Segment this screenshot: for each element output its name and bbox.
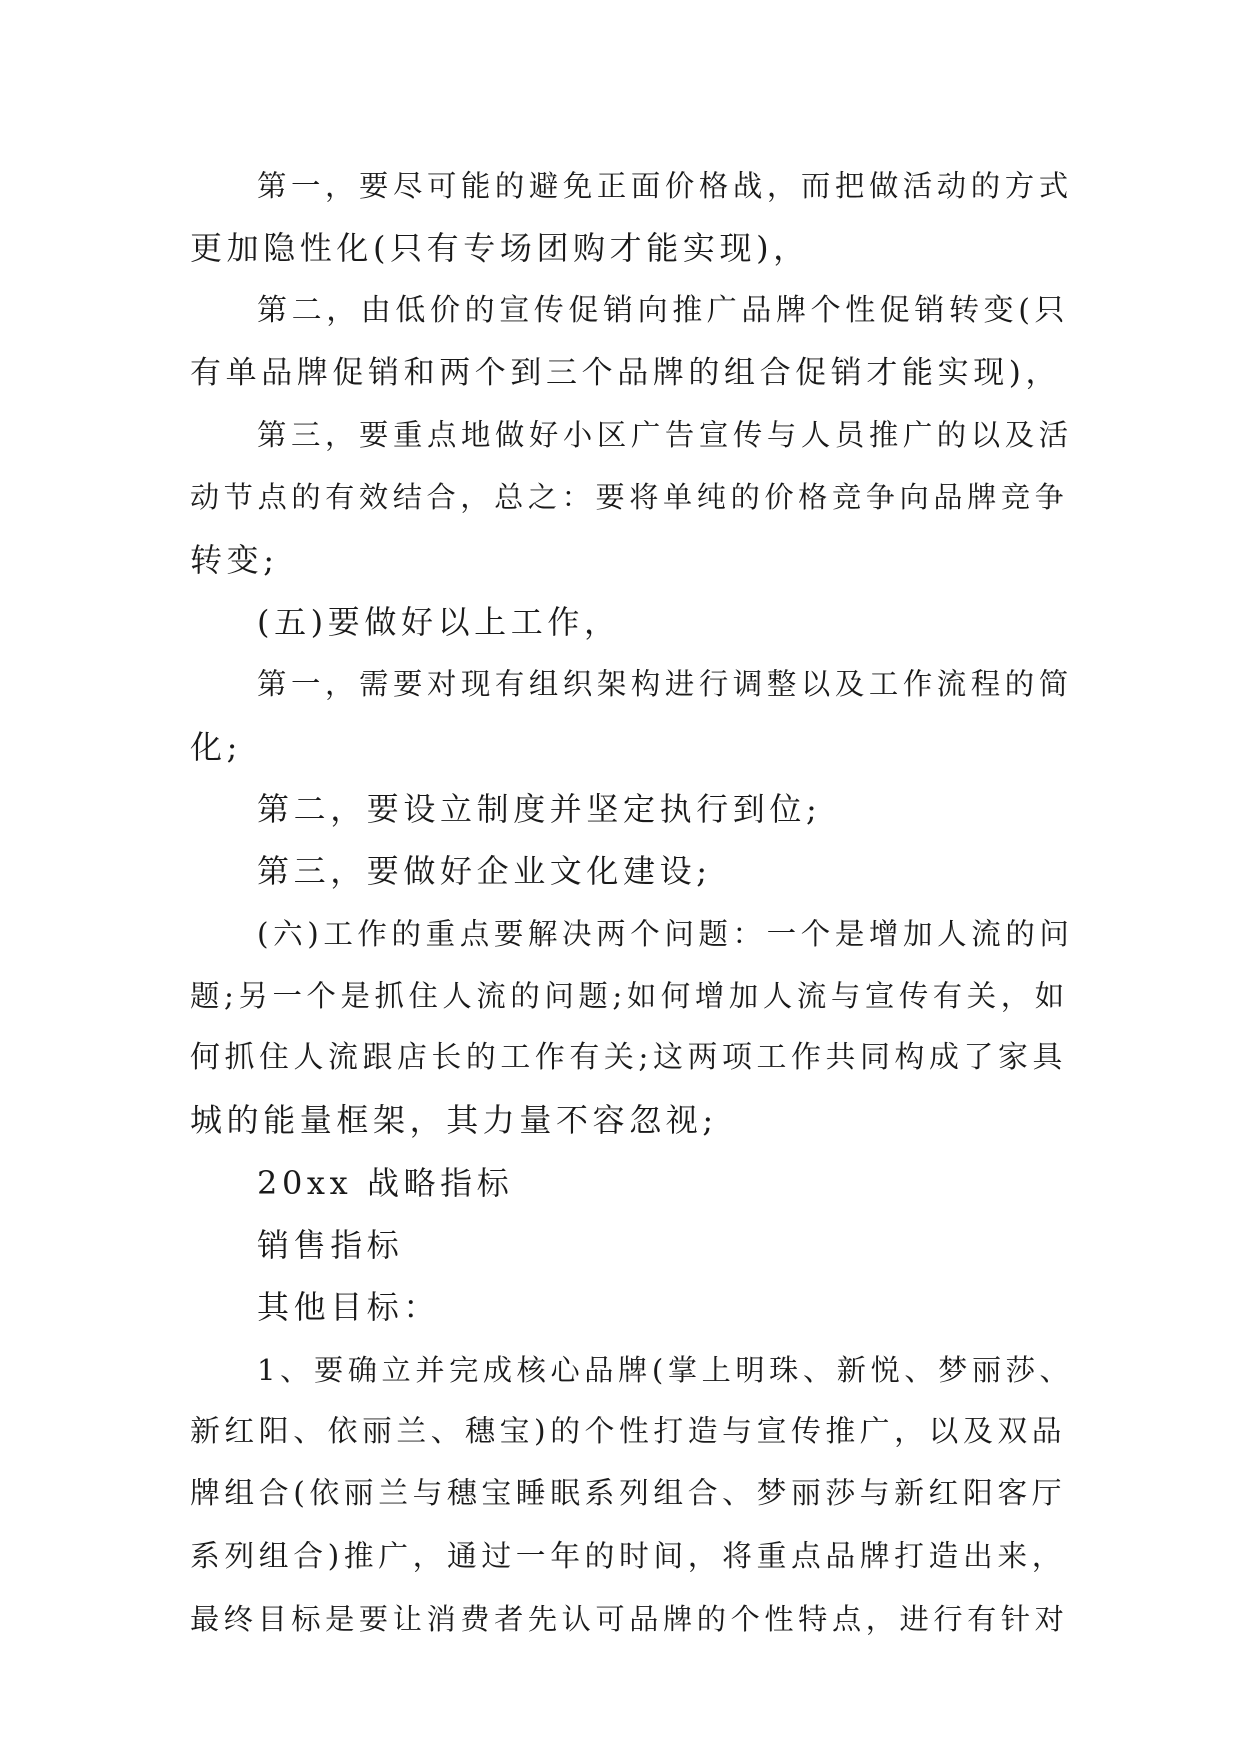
document-body xyxy=(190,155,1074,1650)
text-line: 最终目标是要让消费者先认可品牌的个性特点，进行有针对 xyxy=(190,1601,1069,1636)
text-line: 更加隐性化(只有专场团购才能实现)， xyxy=(190,229,810,268)
text-line: 题;另一个是抓住人流的问题;如何增加人流与宣传有关，如 xyxy=(190,978,1069,1013)
text-line: 第二，由低价的宣传促销向推广品牌个性促销转变(只 xyxy=(257,292,1070,328)
text-line: 第三，要做好企业文化建设; xyxy=(257,852,712,891)
text-line: 第二，要设立制度并坚定执行到位; xyxy=(257,789,822,828)
text-line: 第三，要重点地做好小区广告宣传与人员推广的以及活 xyxy=(257,418,1073,453)
text-line: 城的能量框架，其力量不容忽视; xyxy=(190,1101,718,1140)
text-line: 化; xyxy=(190,727,242,766)
text-line: 其他目标： xyxy=(257,1288,441,1327)
text-line: 转变; xyxy=(190,540,279,579)
text-line: 动节点的有效结合，总之：要将单纯的价格竞争向品牌竞争 xyxy=(190,480,1069,515)
text-line: 第一，要尽可能的避免正面价格战，而把做活动的方式 xyxy=(257,169,1073,203)
text-line: 20xx 战略指标 xyxy=(257,1163,514,1202)
text-line: 系列组合)推广，通过一年的时间，将重点品牌打造出来， xyxy=(190,1538,1067,1574)
text-line: 新红阳、依丽兰、穗宝)的个性打造与宣传推广，以及双品 xyxy=(190,1413,1067,1449)
text-line: 销售指标 xyxy=(257,1226,404,1265)
text-line: 有单品牌促销和两个到三个品牌的组合促销才能实现)， xyxy=(190,354,1062,391)
text-line: 何抓住人流跟店长的工作有关;这两项工作共同构成了家具 xyxy=(190,1040,1067,1076)
text-line: (五)要做好以上工作， xyxy=(257,603,621,642)
text-line: 牌组合(依丽兰与穗宝睡眠系列组合、梦丽莎与新红阳客厅 xyxy=(190,1476,1067,1512)
text-line: 1、要确立并完成核心品牌(掌上明珠、新悦、梦丽莎、 xyxy=(257,1352,1074,1387)
text-line: 第一，需要对现有组织架构进行调整以及工作流程的简 xyxy=(257,667,1073,702)
text-line: (六)工作的重点要解决两个问题：一个是增加人流的问 xyxy=(257,916,1074,951)
